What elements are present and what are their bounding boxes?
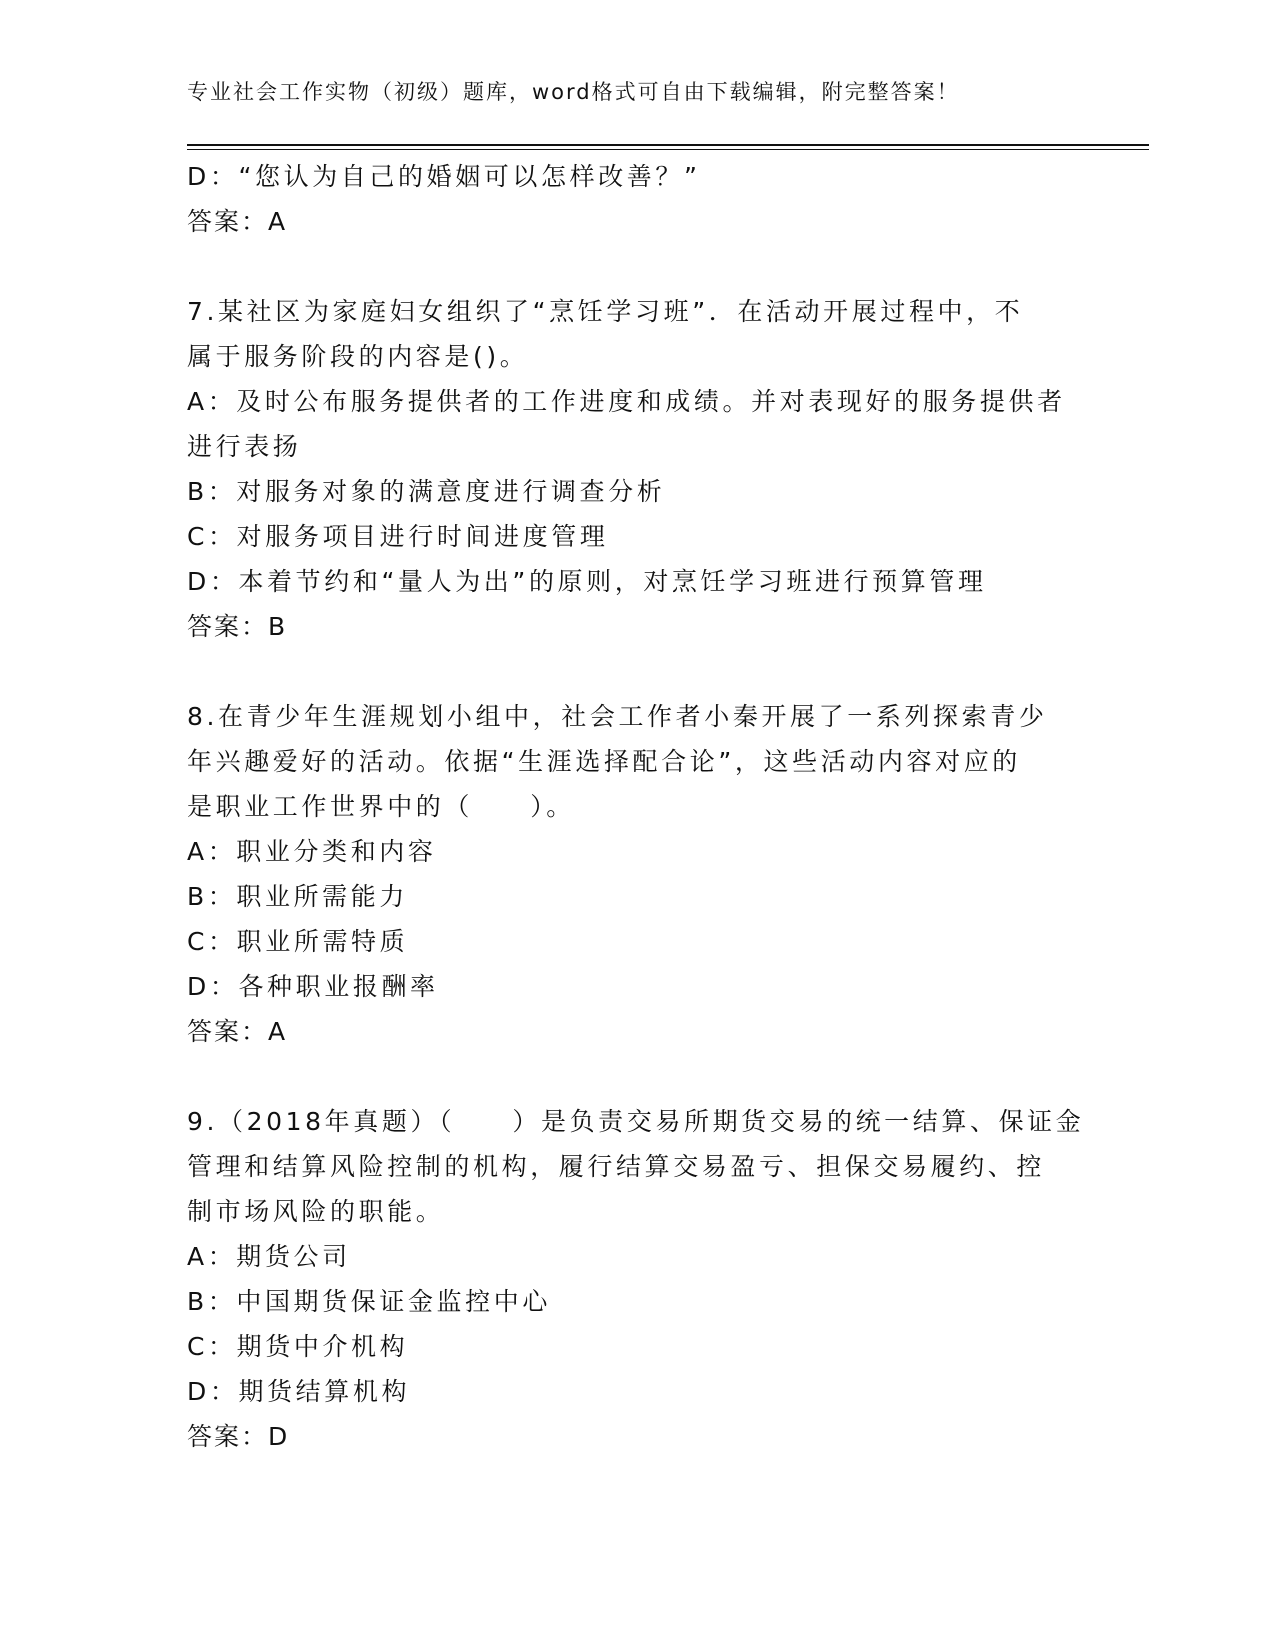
page-header-title: 专业社会工作实物（初级）题库，word格式可自由下载编辑，附完整答案！ [187,80,960,104]
option-line: A：职业分类和内容 [187,837,437,866]
option-line: D：各种职业报酬率 [187,972,439,1001]
answer-line: 答案：B [187,612,288,641]
option-line: D：“您认为自己的婚姻可以怎样改善？” [187,162,701,191]
blank-line [187,649,1087,694]
answer-line: 答案：A [187,207,288,236]
question-line: 属于服务阶段的内容是()。 [187,342,529,371]
answer-line: 答案：D [187,1422,290,1451]
question-line: 是职业工作世界中的（ ）。 [187,792,575,821]
header-divider [187,144,1149,150]
option-line: B：对服务对象的满意度进行调查分析 [187,477,666,506]
question-content [187,154,1087,1459]
option-line: D：本着节约和“量人为出”的原则，对烹饪学习班进行预算管理 [187,567,987,596]
option-line: A：及时公布服务提供者的工作进度和成绩。并对表现好的服务提供者 [187,387,1066,416]
option-line: 进行表扬 [187,432,302,461]
question-line: 8.在青少年生涯规划小组中，社会工作者小秦开展了一系列探索青少 [187,702,1048,731]
option-line: D：期货结算机构 [187,1377,411,1406]
question-line: 年兴趣爱好的活动。依据“生涯选择配合论”，这些活动内容对应的 [187,747,1021,776]
option-line: C：期货中介机构 [187,1332,409,1361]
question-line: 7.某社区为家庭妇女组织了“烹饪学习班”．在活动开展过程中，不 [187,297,1024,326]
question-line: 管理和结算风险控制的机构，履行结算交易盈亏、担保交易履约、控 [187,1152,1046,1181]
option-line: B：中国期货保证金监控中心 [187,1287,551,1316]
answer-line: 答案：A [187,1017,288,1046]
option-line: B：职业所需能力 [187,882,408,911]
option-line: C：职业所需特质 [187,927,409,956]
question-line: 9.（2018年真题）（ ）是负责交易所期货交易的统一结算、保证金 [187,1107,1085,1136]
blank-line [187,1054,1087,1099]
blank-line [187,244,1087,289]
option-line: C：对服务项目进行时间进度管理 [187,522,609,551]
option-line: A：期货公司 [187,1242,351,1271]
question-line: 制市场风险的职能。 [187,1197,445,1226]
